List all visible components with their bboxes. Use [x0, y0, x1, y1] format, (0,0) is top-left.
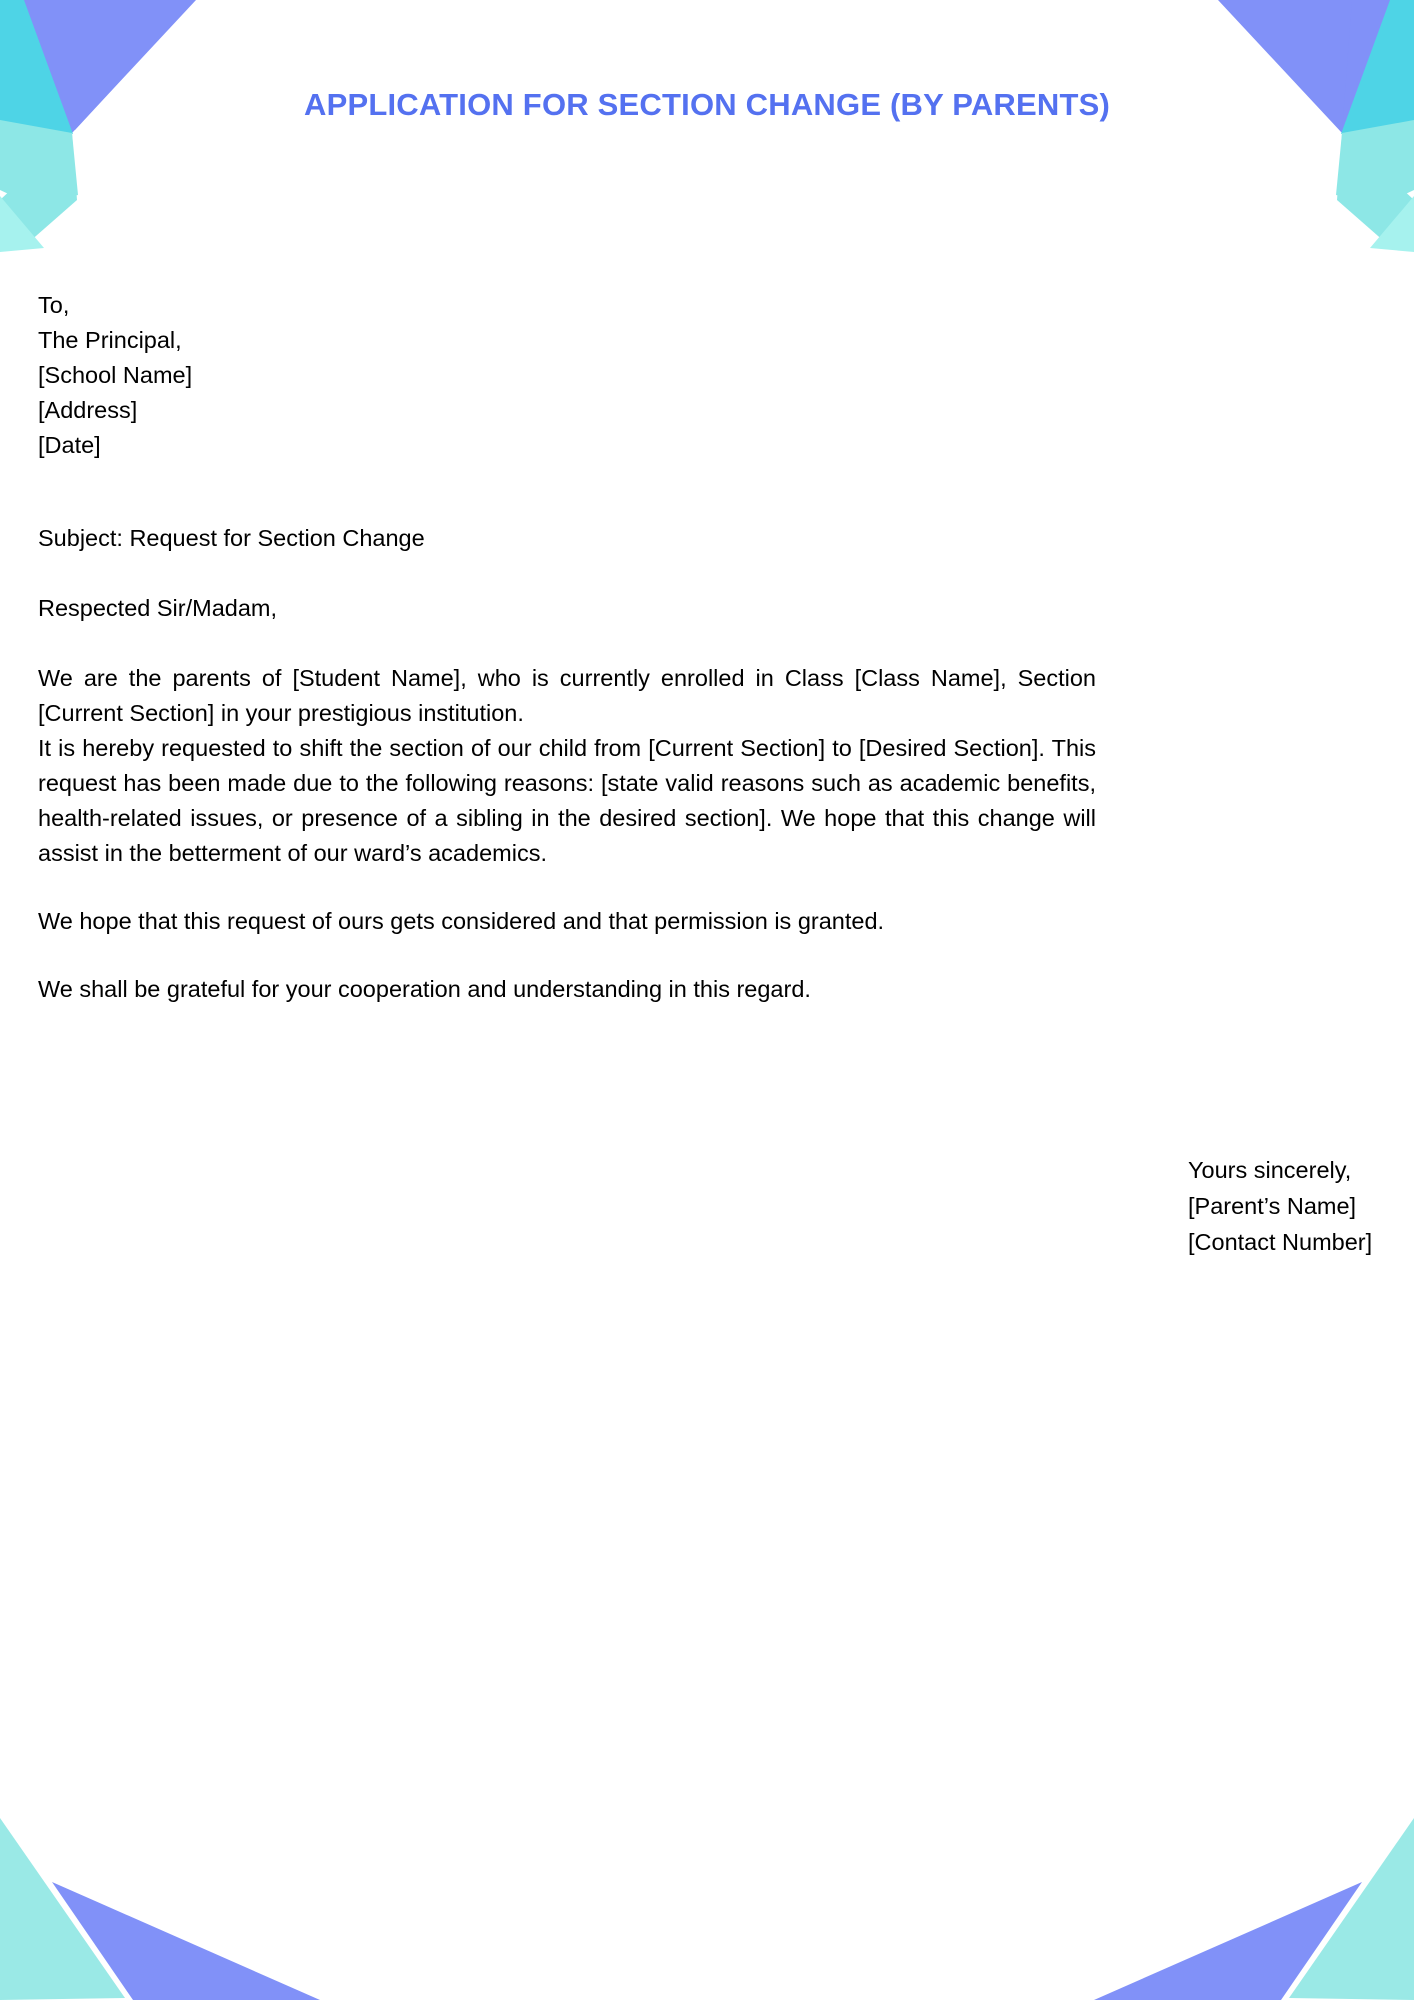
- recipient-line-to: To,: [38, 292, 70, 318]
- body-paragraph-1: We are the parents of [Student Name], who is currently enrolled in Class [Class Name], Section [Current Section] in your prestigious institution.: [38, 665, 1096, 726]
- page-title: APPLICATION FOR SECTION CHANGE (BY PARENTS): [303, 86, 1111, 122]
- body-paragraph-3: We hope that this request of ours gets considered and that permission is granted.: [38, 908, 885, 934]
- title-bar: [0, 66, 1414, 144]
- recipient-line-address: [Address]: [38, 397, 138, 423]
- spacer-after-recipient: [38, 463, 1096, 521]
- bottom-right-periwinkle-shape: [1094, 1882, 1362, 2000]
- top-left-aqua-tail: [0, 133, 77, 250]
- signature-parent-name: [Parent’s Name]: [1188, 1193, 1357, 1219]
- signature-block: [960, 1152, 1373, 1260]
- top-right-mint-tip: [1370, 196, 1414, 252]
- top-left-mint-tip: [0, 196, 44, 252]
- signature-closing: Yours sincerely,: [1188, 1157, 1352, 1183]
- top-right-aqua-tail: [1337, 133, 1414, 250]
- signature-inner: [1188, 1152, 1372, 1260]
- spacer-after-paragraph-3: [38, 939, 1096, 972]
- subject-line: Subject: Request for Section Change: [38, 525, 425, 551]
- signature-contact-number: [Contact Number]: [1188, 1229, 1373, 1255]
- recipient-line-principal: The Principal,: [38, 327, 182, 353]
- body-paragraph-2: It is hereby requested to shift the section of our child from [Current Section] to [Desired Section]. This request has been made due to the following reasons: [state valid reasons such as academic benefits, health-related issues, or presence of a sibling in the desired section]. We hope that this change will assist in the betterment of our ward’s academics.: [38, 735, 1096, 866]
- recipient-block: [38, 288, 1096, 463]
- spacer-after-paragraph-2: [38, 871, 1096, 904]
- bottom-right-aqua-shape: [1289, 1818, 1414, 2000]
- spacer-after-salutation: [38, 626, 1096, 661]
- body-paragraph-4: We shall be grateful for your cooperation and understanding in this regard.: [38, 976, 811, 1002]
- bottom-left-aqua-shape: [0, 1818, 125, 2000]
- bottom-left-periwinkle-shape: [52, 1882, 320, 2000]
- recipient-line-date: [Date]: [38, 432, 101, 458]
- spacer-after-subject: [38, 556, 1096, 591]
- letter-body: [38, 288, 1096, 1007]
- recipient-line-school-name: [School Name]: [38, 362, 193, 388]
- top-left-mint-shape: [0, 200, 22, 250]
- salutation: Respected Sir/Madam,: [38, 595, 278, 621]
